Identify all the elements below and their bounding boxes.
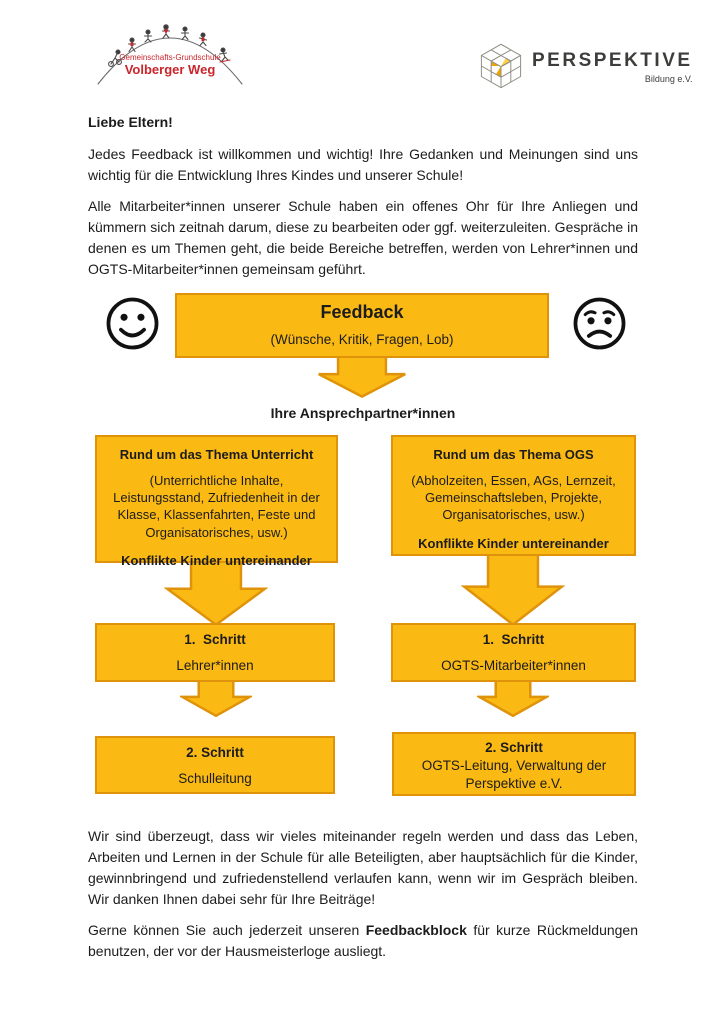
step-title: 2. Schritt: [186, 745, 244, 760]
theme-box-unterricht: [95, 435, 338, 568]
salutation: Liebe Eltern!: [88, 114, 173, 130]
partners-heading: Ihre Ansprechpartner*innen: [270, 405, 456, 421]
step2-box-ogts-leitung: [392, 732, 636, 796]
perspektive-logo: [480, 42, 693, 94]
step-title: 1. Schritt: [482, 632, 545, 647]
theme-body: (Unterrichtliche Inhalte, Leistungsstand, Zufriedenheit in der Klasse, Klassenfahrten, Feste und Organisatorisches, usw.): [113, 473, 320, 540]
step-title: 1. Schritt: [184, 632, 246, 647]
step1-box-ogts: [391, 623, 636, 682]
arrow-down-right-big-icon: [461, 551, 565, 627]
paragraph-closing: Wir sind überzeugt, dass wir vieles miteinander regeln werden und dass das Leben, Arbeiten und Lernen in der Schule für alle Beteiligten, aber hauptsächlich für die Kinder, gewinnbringend und zufriedenstellend verlaufen kann, wenn wir im Gespräch bleiben. Wir danken Ihnen dabei sehr für Ihre Beiträge!: [88, 828, 638, 907]
step-body: OGTS-Leitung, Verwaltung der Perspektive e.V.: [421, 758, 607, 791]
para4-bold: Feedbackblock: [365, 922, 467, 938]
step-title: 2. Schritt: [485, 740, 543, 755]
school-logo: [90, 14, 250, 90]
arrow-down-left-small-icon: [180, 679, 252, 717]
svg-text:Gemeinschafts-Grundschule: Gemeinschafts-Grundschule: [119, 53, 221, 62]
paragraph-feedbackblock: [88, 920, 638, 962]
paragraph-intro: Jedes Feedback ist willkommen und wichtig! Ihre Gedanken und Meinungen sind uns wichtig für die Entwicklung Ihres Kindes und unserer Schule!: [88, 146, 638, 183]
school-logo-graphic: [90, 14, 250, 90]
step-body: OGTS-Mitarbeiter*innen: [441, 658, 586, 673]
para4-pre: Gerne können Sie auch jederzeit unseren: [88, 922, 366, 938]
feedback-box-title: Feedback: [320, 302, 404, 322]
arrow-down-feedback-icon: [316, 353, 408, 398]
paragraph-staff: Alle Mitarbeiter*innen unserer Schule haben ein offenes Ohr für Ihre Anliegen und kümmern sich zeitnah darum, diese zu bearbeiten oder ggf. weiterzuleiten. Gespräche in denen es um Themen geht, die beide Bereiche betreffen, werden von Lehrer*innen und OGTS-Mitarbeiter*innen gemeinsam geführt.: [88, 198, 638, 277]
theme-conflicts: Konflikte Kinder untereinander: [418, 535, 609, 551]
step-body: Schulleitung: [178, 771, 252, 786]
letter-content: [88, 112, 638, 972]
happy-face-icon: [104, 295, 161, 352]
step-body: Lehrer*innen: [176, 658, 254, 673]
step2-box-schulleitung: [95, 736, 335, 794]
org-name: PERSPEKTIVE: [532, 50, 693, 71]
theme-conflicts: Konflikte Kinder untereinander: [121, 552, 312, 568]
worried-face-icon: [571, 295, 628, 352]
feedback-box: [175, 293, 549, 358]
theme-box-ogs: [391, 435, 636, 556]
theme-title: Rund um das Thema Unterricht: [119, 447, 314, 462]
svg-text:Volberger Weg: Volberger Weg: [124, 62, 216, 77]
feedback-flowchart: [88, 293, 638, 800]
theme-body: (Abholzeiten, Essen, AGs, Lernzeit, Gemeinschaftsleben, Projekte, Organisatorisches, usw.): [411, 473, 616, 523]
feedback-box-subtitle: (Wünsche, Kritik, Fragen, Lob): [270, 332, 454, 347]
arrow-down-right-small-icon: [477, 679, 549, 717]
org-subtitle: Bildung e.V.: [644, 74, 693, 84]
theme-title: Rund um das Thema OGS: [433, 447, 594, 462]
para4-post: für kurze Rückmeldungen benutzen, der vor der Hausmeisterloge ausliegt.: [88, 922, 639, 959]
cube-icon: [480, 42, 522, 90]
step1-box-lehrer: [95, 623, 335, 682]
